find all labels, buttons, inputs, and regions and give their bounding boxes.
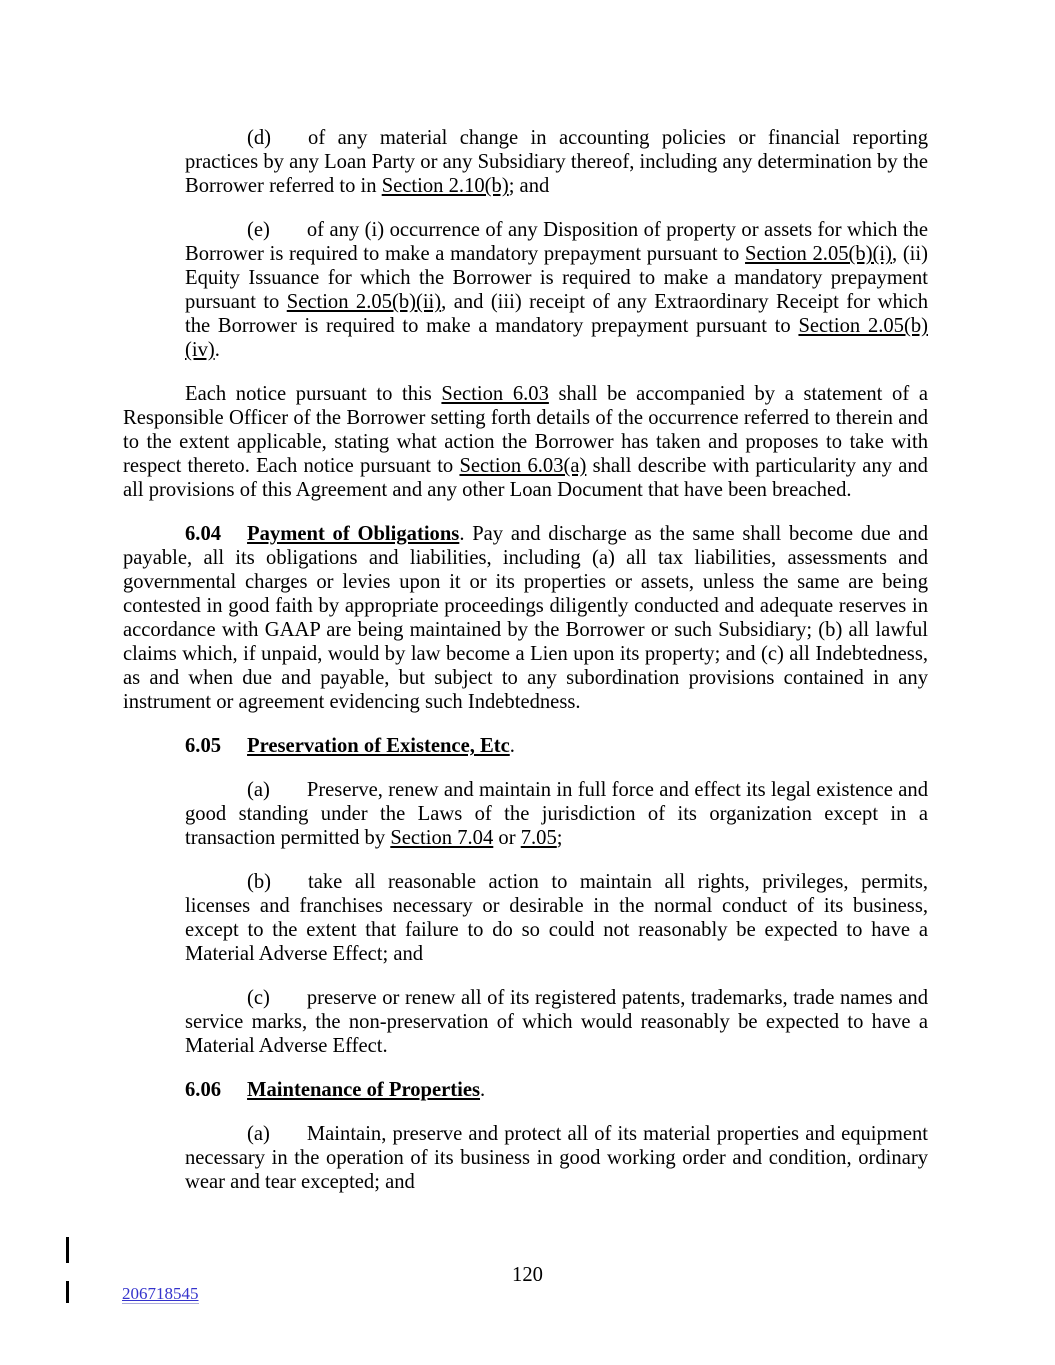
paragraph-notice-6.03 [123, 382, 928, 502]
text-run: 7.05 [520, 827, 557, 849]
text-run: (e) [247, 219, 270, 241]
paragraph-6.05-b [185, 870, 928, 966]
text-run: 6.06 [185, 1079, 222, 1101]
text-run: (b) [247, 871, 272, 893]
text-run: (a) [247, 1123, 270, 1145]
text-run: Section 2.05(b)(iv) [185, 315, 928, 361]
text-run: 6.04 [185, 523, 222, 545]
text-run: preserve or renew all of its registered patents, trademarks, trade names and service marks, the non-preservation of which would reasonably be expected to have a Material Adverse Effect. [185, 987, 928, 1057]
paragraph-6.05-a [185, 778, 928, 850]
text-run: (c) [247, 987, 270, 1009]
text-run: (a) [247, 779, 270, 801]
paragraph-e [185, 218, 928, 362]
text-run: 6.05 [185, 735, 222, 757]
text-run: Each notice pursuant to this [185, 383, 442, 405]
footer-doc-id-link[interactable]: 206718545 [122, 1284, 199, 1303]
heading-6.05-preservation-of-existence [123, 734, 928, 758]
text-run: Section 2.05(b)(i) [745, 243, 892, 265]
text-run: shall describe with particularity any and all provisions of this Agreement and any other Loan Document that have been breached. [123, 455, 928, 501]
page-number: 120 [512, 1264, 543, 1286]
text-run: Preserve, renew and maintain in full force and effect its legal existence and good standing under the Laws of the jurisdiction of its organization except in a transaction permitted by [185, 779, 928, 849]
text-run: of any (i) occurrence of any Disposition of property or assets for which the Borrower is required to make a mandatory prepayment pursuant to [185, 219, 928, 265]
text-run: take all reasonable action to maintain all rights, privileges, permits, licenses and franchises necessary or desirable in the normal conduct of its business, except to the extent that failure to do so could not reasonably be expected to have a Material Adverse Effect; and [185, 871, 928, 965]
text-run: or [493, 827, 521, 849]
text-run: . Pay and discharge as the same shall become due and payable, all its obligations and liabilities, including (a) all tax liabilities, assessments and governmental charges or levies upon it or its properties or assets, unless the same are being contested in good faith by appropriate proceedings diligently conducted and adequate reserves in accordance with GAAP are being maintained by the Borrower or such Subsidiary; (b) all lawful claims which, if unpaid, would by law become a Lien upon its property; and (c) all Indebtedness, as and when due and payable, but subject to any subordination provisions contained in any instrument or agreement evidencing such Indebtedness. [123, 523, 928, 713]
text-run: Section 2.10(b) [381, 175, 509, 197]
text-run: Maintenance of Properties [247, 1079, 481, 1101]
heading-6.06-maintenance-of-properties [123, 1078, 928, 1102]
text-run: shall be accompanied by a statement of a Responsible Officer of the Borrower setting forth details of the occurrence referred to therein and to the extent applicable, stating what action the Borrower has taken and proposes to take with respect thereto. Each notice pursuant to [123, 383, 928, 477]
text-run: Section 6.03 [441, 383, 549, 405]
paragraph-6.06-a [185, 1122, 928, 1194]
text-run: (d) [247, 127, 272, 149]
text-run: Section 6.03(a) [459, 455, 587, 477]
paragraph-d [185, 126, 928, 198]
text-run: of any material change in accounting policies or financial reporting practices by any Loan Party or any Subsidiary thereof, including any determination by the Borrower referred to in [185, 127, 928, 197]
text-run: . [214, 339, 220, 361]
text-run: Payment of Obligations [247, 523, 460, 545]
document-body [123, 126, 928, 1214]
paragraph-6.05-c [185, 986, 928, 1058]
text-run: Maintain, preserve and protect all of its material properties and equipment necessary in the operation of its business in good working order and condition, ordinary wear and tear excepted; and [185, 1123, 928, 1193]
text-run: , (ii) Equity Issuance for which the Borrower is required to make a mandatory prepayment pursuant to [185, 243, 928, 313]
text-run: Section 7.04 [390, 827, 494, 849]
text-run: ; [556, 827, 563, 849]
section-6.04-payment-of-obligations [123, 522, 928, 714]
text-run: . [509, 735, 515, 757]
text-run: ; and [508, 175, 550, 197]
text-run: Preservation of Existence, Etc [247, 735, 510, 757]
text-run: Section 2.05(b)(ii) [286, 291, 442, 313]
change-bar [66, 1237, 69, 1263]
text-run: . [480, 1079, 486, 1101]
text-run: , and (iii) receipt of any Extraordinary Receipt for which the Borrower is required to make a mandatory prepayment pursuant to [185, 291, 928, 337]
